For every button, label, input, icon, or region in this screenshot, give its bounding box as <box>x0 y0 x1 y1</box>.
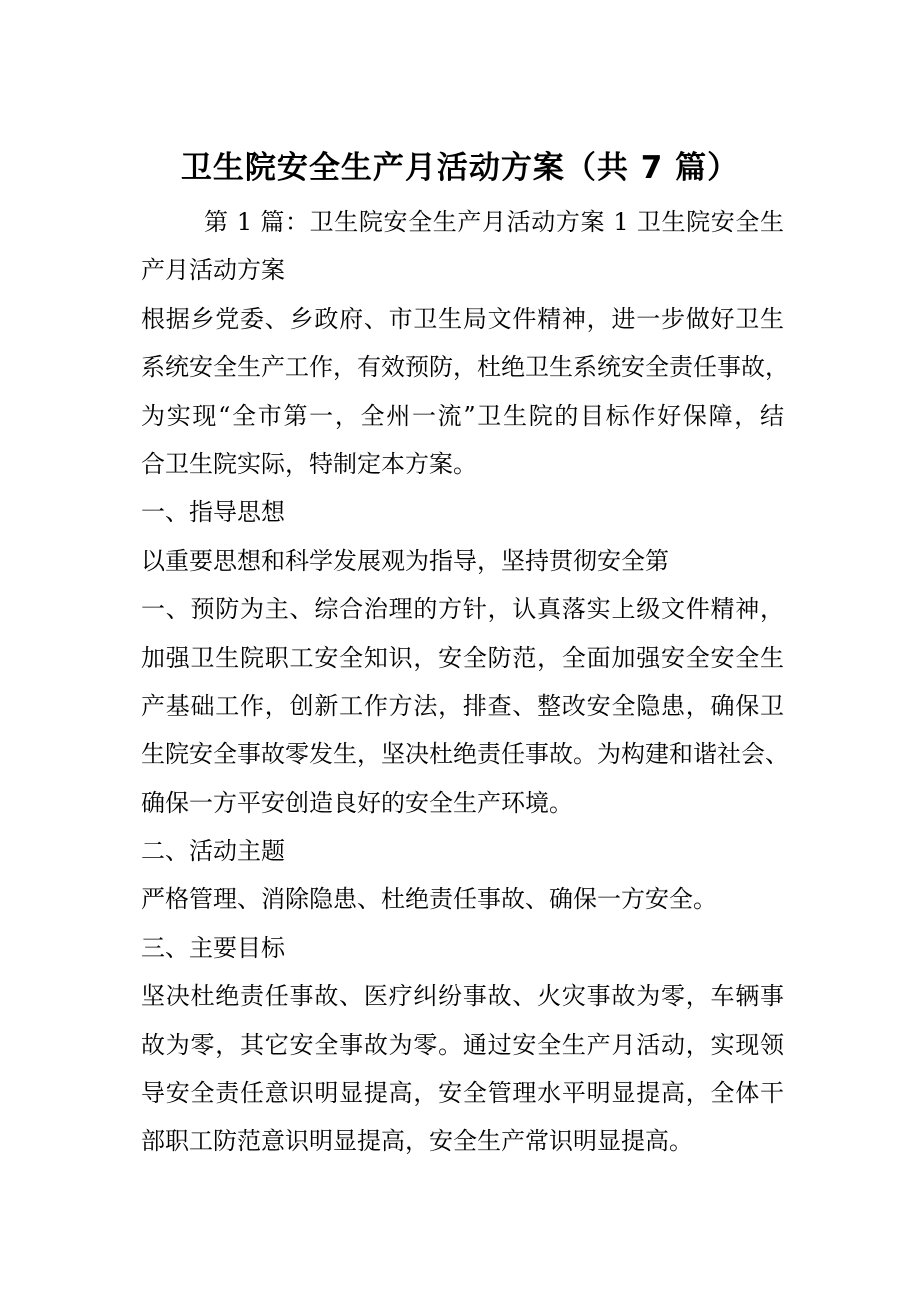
text-line: 故为零，其它安全事故为零。通过安全生产月活动，实现领 <box>141 1030 784 1059</box>
text-line: 二、活动主题 <box>141 837 285 866</box>
text-line: 确保一方平安创造良好的安全生产环境。 <box>141 788 573 817</box>
text-line: 产基础工作，创新工作方法，排查、整改安全隐患，确保卫 <box>141 691 784 720</box>
text-line: 以重要思想和科学发展观为指导，坚持贯彻安全第 <box>141 546 669 575</box>
text-line: 坚决杜绝责任事故、医疗纠纷事故、火灾事故为零，车辆事 <box>141 982 784 1011</box>
text-line: 导安全责任意识明显提高，安全管理水平明显提高，全体干 <box>141 1079 784 1108</box>
text-line: 合卫生院实际，特制定本方案。 <box>141 449 477 478</box>
text-line: 第 1 篇：卫生院安全生产月活动方案 1 卫生院安全生 <box>204 208 784 236</box>
text-line: 加强卫生院职工安全知识，安全防范，全面加强安全安全生 <box>141 643 784 672</box>
text-line: 三、主要目标 <box>141 933 285 962</box>
text-line: 根据乡党委、乡政府、市卫生局文件精神，进一步做好卫生 <box>141 304 784 333</box>
text-line: 一、预防为主、综合治理的方针，认真落实上级文件精神， <box>141 595 784 624</box>
text-line: 部职工防范意识明显提高，安全生产常识明显提高。 <box>141 1127 693 1156</box>
text-line: 一、指导思想 <box>141 498 285 527</box>
text-line: 严格管理、消除隐患、杜绝责任事故、确保一方安全。 <box>141 885 717 914</box>
text-line: 生院安全事故零发生，坚决杜绝责任事故。为构建和谐社会、 <box>141 740 789 769</box>
text-line: 产月活动方案 <box>141 256 285 285</box>
document-title: 卫生院安全生产月活动方案（共 7 篇） <box>180 150 740 186</box>
document-body <box>141 198 789 1166</box>
text-line: 为实现“全市第一，全州一流”卫生院的目标作好保障，结 <box>141 401 784 430</box>
text-line: 系统安全生产工作，有效预防，杜绝卫生系统安全责任事故， <box>141 353 789 382</box>
